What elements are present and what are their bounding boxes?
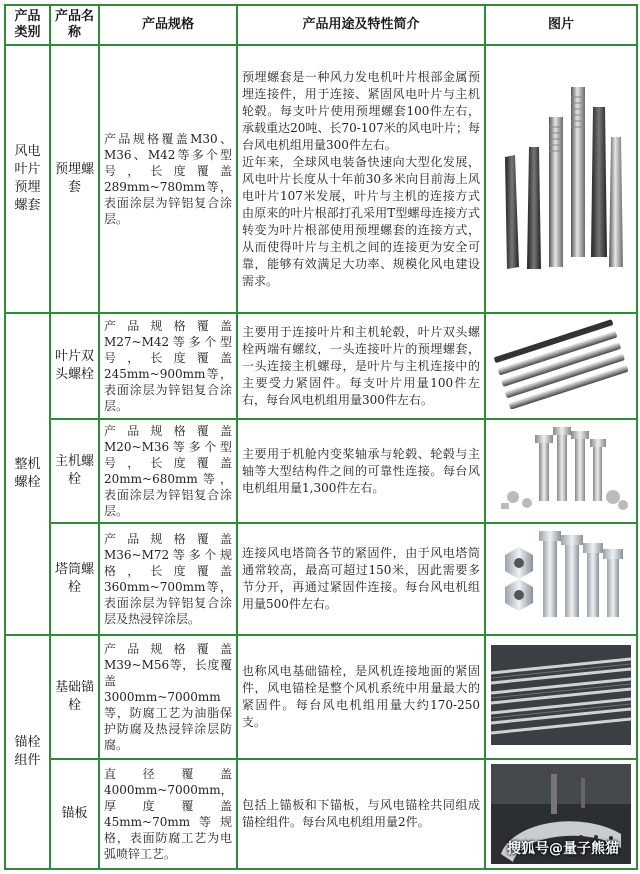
main-bolt-photo: [491, 423, 631, 515]
embedded-sleeve-photo: [491, 77, 631, 277]
header-spec: 产品规格: [99, 5, 237, 45]
usage-cell: 也称风电基础锚栓，是风机连接地面的紧固件，风电锚栓是整个风机系统中用量最大的紧固件。每台风电机组用量大约170-250支。: [237, 635, 485, 759]
product-name-cell: 基础锚栓: [50, 635, 99, 759]
product-name-cell: 塔筒螺栓: [50, 523, 99, 635]
image-cell: [485, 635, 637, 759]
tower-bolt-photo: [491, 525, 631, 629]
image-cell: [485, 523, 637, 635]
image-cell: [485, 313, 637, 419]
usage-cell: 包括上锚板和下锚板，与风电锚栓共同组成锚栓组件。每台风电机组用量2件。: [237, 759, 485, 869]
category-cell: 锚栓组件: [5, 635, 50, 869]
header-usage: 产品用途及特性简介: [237, 5, 485, 45]
category-cell: 整机螺栓: [5, 313, 50, 635]
product-name-cell: 叶片双头螺栓: [50, 313, 99, 419]
table-row: [5, 635, 637, 759]
spec-cell: 直径覆盖4000mm~7000mm，厚度覆盖45mm~70mm等规格，表面防腐工艺为电弧喷锌工艺。: [99, 759, 237, 869]
anchor-bolt-photo: [491, 645, 631, 745]
table-row: [5, 45, 637, 313]
product-name-cell: 锚板: [50, 759, 99, 869]
table-row: [5, 419, 637, 523]
header-category: 产品类别: [5, 5, 50, 45]
spec-cell: 产品规格覆盖M20~M36等多个型号，长度覆盖20mm~680mm等，表面涂层为锌铝复合涂层。: [99, 419, 237, 523]
category-cell: 风电叶片预埋螺套: [5, 45, 50, 313]
image-cell: [485, 759, 637, 869]
watermark-text: 搜狐号@量子熊猫: [507, 841, 619, 857]
usage-text: 预埋螺套是一种风力发电机叶片根部金属预埋连接件，用于连接、紧固风电叶片与主机轮毂。每支叶片使用预埋螺套100件左右，承载重达20吨、长70-107米的风电叶片；每台风电机组用量300件左右。 近年来，全球风电装备快速向大型化发展，风电叶片长度从十年前30多米向目前海上风电叶片107米发展，叶片与主机的连接方式由原来的叶片根部打孔采用T型螺母连接方式转变为叶片根部使用预埋螺套的连接方式，从而使得叶片与主机之间的连接更为安全可靠，能够有效满足大功率、规模化风电建设需求。: [242, 69, 480, 288]
usage-cell: 主要用于机舱内变桨轴承与轮毂、轮毂与主轴等大型结构件之间的可靠性连接。每台风电机组用量1,300件左右。: [237, 419, 485, 523]
usage-cell: 主要用于连接叶片和主机轮毂，叶片双头螺栓两端有螺纹，一头连接叶片的预埋螺套，一头连接主机螺母，是叶片与主机连接中的主要受力紧固件。每支叶片用量100件左右，每台风电机组用量300件左右。: [237, 313, 485, 419]
product-table: [4, 4, 638, 870]
spec-cell: 产品规格覆盖M36~M72等多个规格，长度覆盖360mm~700mm等，表面涂层为锌铝复合涂层及热浸锌涂层。: [99, 523, 237, 635]
spec-cell: 产品规格覆盖M30、M36、M42等多个型号，长度覆盖289mm~780mm等，表面涂层为锌铝复合涂层。: [99, 45, 237, 313]
header-image: 图片: [485, 5, 637, 45]
image-cell: [485, 45, 637, 313]
product-name-cell: 预埋螺套: [50, 45, 99, 313]
product-name-cell: 主机螺栓: [50, 419, 99, 523]
image-cell: [485, 419, 637, 523]
table-row: [5, 759, 637, 869]
spec-cell: 产品规格覆盖M39~M56等，长度覆盖3000mm~7000mm等，防腐工艺为油脂保护防腐及热浸锌涂层防腐。: [99, 635, 237, 759]
header-name: 产品名称: [50, 5, 99, 45]
spec-cell: 产品规格覆盖M27~M42等多个型号，长度覆盖245mm~900mm等，表面涂层为锌铝复合涂层。: [99, 313, 237, 419]
table-row: [5, 523, 637, 635]
header-row: [5, 5, 637, 45]
table-row: [5, 313, 637, 419]
stud-bolt-photo: [491, 319, 631, 409]
usage-cell: 连接风电塔筒各节的紧固件，由于风电塔筒通常较高，最高可超过150米，因此需要多节分开，再通过紧固件连接。每台风电机组用量500件左右。: [237, 523, 485, 635]
usage-cell: [237, 45, 485, 313]
